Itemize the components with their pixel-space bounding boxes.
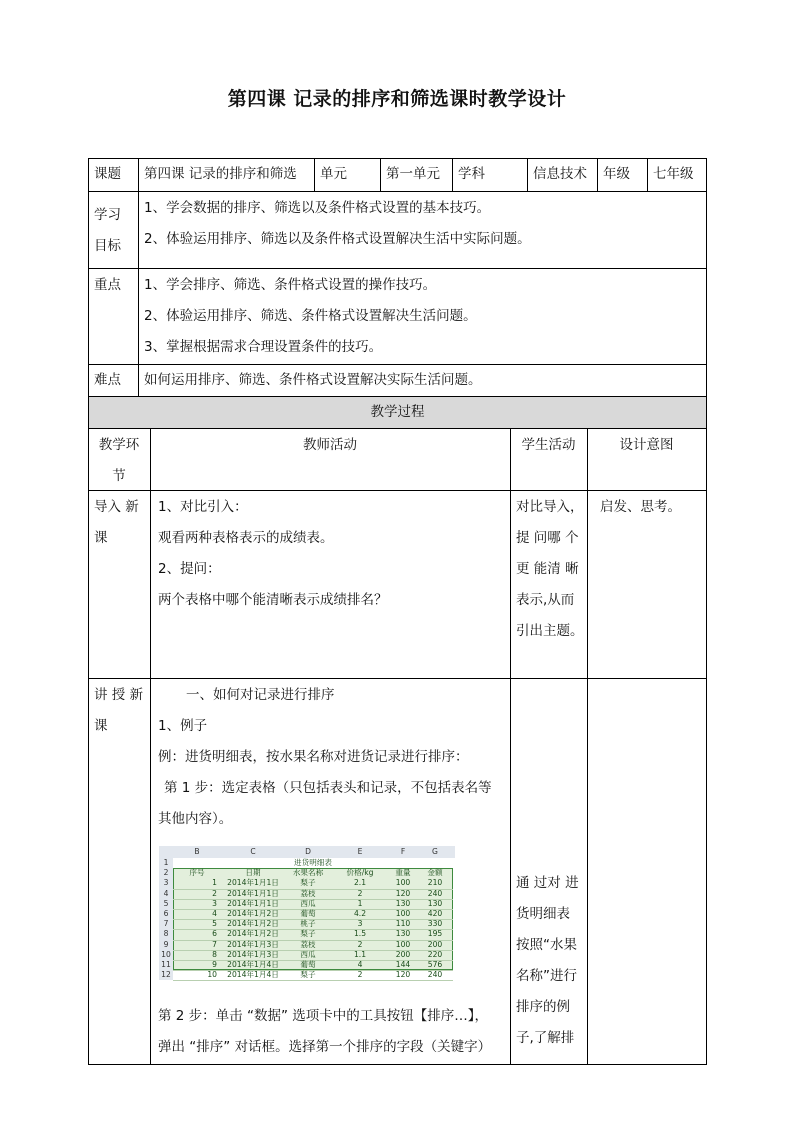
student-column-header: 学生活动 <box>521 437 576 453</box>
row-number: 1 <box>159 858 173 868</box>
spreadsheet-cell: 200 <box>395 949 411 959</box>
spreadsheet-header-cell: 价格/kg <box>346 868 374 878</box>
column-letter: E <box>357 847 363 856</box>
spreadsheet-gridline <box>173 980 453 981</box>
difficulty-label: 难点 <box>94 372 121 388</box>
teach-student-activity: 通 过对 进 货明细表 按照“水果 名称”进行 排序的例 子,了解排 <box>516 875 579 1046</box>
purchase-spreadsheet-image <box>159 846 455 988</box>
spreadsheet-cell: 2 <box>357 970 363 980</box>
row-number: 12 <box>159 970 173 980</box>
spreadsheet-cell: 130 <box>427 898 443 908</box>
unit-label: 单元 <box>320 166 347 182</box>
spreadsheet-cell: 梨子 <box>300 929 316 939</box>
spreadsheet-cell: 10 <box>207 970 217 980</box>
spreadsheet-cell: 西瓜 <box>300 898 316 908</box>
row-number: 11 <box>159 960 173 970</box>
teach-stage-label: 讲 授 新 课 <box>94 687 144 734</box>
spreadsheet-cell: 2014年1月2日 <box>227 909 279 918</box>
spreadsheet-cell: 9 <box>212 960 217 969</box>
spreadsheet-cell: 7 <box>212 939 217 949</box>
spreadsheet-cell: 100 <box>395 939 411 949</box>
spreadsheet-cell: 1.1 <box>353 949 367 959</box>
spreadsheet-cell: 2 <box>357 888 363 898</box>
stage-column-header: 教学环 节 <box>98 437 140 484</box>
spreadsheet-cell: 100 <box>395 878 411 888</box>
spreadsheet-cell: 2.1 <box>353 878 367 888</box>
spreadsheet-cell: 4 <box>212 909 217 918</box>
spreadsheet-cell: 葡萄 <box>300 909 316 918</box>
teacher-column-header: 教师活动 <box>303 437 357 453</box>
spreadsheet-cell: 2014年1月1日 <box>227 878 279 888</box>
process-header: 教学过程 <box>370 404 425 420</box>
column-letter: B <box>194 847 200 856</box>
difficulty-text: 如何运用排序、筛选、条件格式设置解决实际生活问题。 <box>144 372 482 388</box>
discipline-label: 学科 <box>458 166 485 182</box>
row-number: 10 <box>159 950 173 960</box>
spreadsheet-cell: 120 <box>395 888 411 898</box>
objective-item: 2、体验运用排序、筛选以及条件格式设置解决生活中实际问题。 <box>144 231 531 247</box>
spreadsheet-cell: 2014年1月1日 <box>227 888 279 898</box>
intro-design-intent: 启发、思考。 <box>600 499 681 515</box>
spreadsheet-header-cell: 日期 <box>245 868 261 878</box>
spreadsheet-cell: 3 <box>357 919 363 929</box>
spreadsheet-cell: 西瓜 <box>300 949 316 959</box>
discipline-value: 信息技术 <box>533 166 587 182</box>
spreadsheet-cell: 8 <box>212 949 217 959</box>
row-number: 3 <box>159 878 173 888</box>
intent-column-header: 设计意图 <box>619 437 674 453</box>
spreadsheet-cell: 2014年1月4日 <box>227 970 279 980</box>
grade-value: 七年级 <box>653 166 694 182</box>
spreadsheet-cell: 210 <box>427 878 443 888</box>
teach-teacher-activity: 一、如何对记录进行排序 1、例子 例：进货明细表，按水果名称对进货记录进行排序： 第 1 步：选定表格（只包括表头和记录，不包括表名等 其他内容）。 <box>158 687 492 827</box>
spreadsheet-cell: 4 <box>357 960 363 969</box>
objective-item: 1、学会数据的排序、筛选以及条件格式设置的基本技巧。 <box>144 200 491 216</box>
grade-label: 年级 <box>603 166 630 182</box>
row-number: 8 <box>159 929 173 939</box>
row-number: 2 <box>159 868 173 878</box>
spreadsheet-cell: 2 <box>212 888 217 898</box>
spreadsheet-cell: 荔枝 <box>300 939 316 949</box>
unit-value: 第一单元 <box>386 166 440 182</box>
row-number: 5 <box>159 899 173 909</box>
teach-teacher-activity-cont: 第 2 步：单击 “数据” 选项卡中的工具按钮【排序…】， 弹出 “排序” 对话框。选择第一个排序的字段（关键字） <box>158 1008 492 1055</box>
spreadsheet-cell: 420 <box>427 909 443 918</box>
spreadsheet-cell: 梨子 <box>300 970 316 980</box>
objectives-list <box>144 193 531 255</box>
row-number: 9 <box>159 940 173 950</box>
spreadsheet-header-cell: 重量 <box>395 868 411 878</box>
spreadsheet-cell: 1.5 <box>353 929 367 939</box>
spreadsheet-cell: 葡萄 <box>300 960 316 969</box>
intro-teacher-activity: 1、对比引入： 观看两种表格表示的成绩表。 2、提问： 两个表格中哪个能清晰表示成绩排名？ <box>158 499 388 608</box>
spreadsheet-cell: 220 <box>427 949 443 959</box>
spreadsheet-header-cell: 金额 <box>427 868 443 878</box>
spreadsheet-cell: 240 <box>427 888 443 898</box>
spreadsheet-cell: 2014年1月3日 <box>227 949 279 959</box>
spreadsheet-cell: 2014年1月4日 <box>227 960 279 969</box>
column-letter: G <box>432 847 438 856</box>
spreadsheet-cell: 200 <box>427 939 443 949</box>
subject-value: 第四课 记录的排序和筛选 <box>144 166 297 182</box>
row-number: 7 <box>159 919 173 929</box>
page-title: 第四课 记录的排序和筛选课时教学设计 <box>227 88 567 110</box>
spreadsheet-cell: 120 <box>395 970 411 980</box>
spreadsheet-cell: 梨子 <box>300 878 316 888</box>
spreadsheet-cell: 1 <box>357 898 363 908</box>
subject-label: 课题 <box>94 166 121 182</box>
spreadsheet-title: 进货明细表 <box>294 858 332 867</box>
row-number: 6 <box>159 909 173 919</box>
objectives-label: 学习 目标 <box>94 207 121 254</box>
spreadsheet-cell: 2014年1月2日 <box>227 929 279 939</box>
key-points-list <box>144 270 477 363</box>
spreadsheet-cell: 100 <box>395 909 411 918</box>
spreadsheet-header-cell: 序号 <box>189 868 205 878</box>
spreadsheet-cell: 6 <box>212 929 217 939</box>
spreadsheet-cell: 110 <box>395 919 411 929</box>
key-point-item: 1、学会排序、筛选、条件格式设置的操作技巧。 <box>144 277 437 293</box>
key-point-item: 3、掌握根据需求合理设置条件的技巧。 <box>144 339 383 355</box>
key-points-label: 重点 <box>94 277 121 293</box>
spreadsheet-cell: 130 <box>395 898 411 908</box>
spreadsheet-cell: 576 <box>427 960 443 969</box>
spreadsheet-header-cell: 水果名称 <box>292 868 324 878</box>
column-letter: D <box>305 847 311 856</box>
spreadsheet-cell: 5 <box>212 919 217 929</box>
spreadsheet-cell: 桃子 <box>300 919 316 929</box>
spreadsheet-cell: 195 <box>427 929 443 939</box>
spreadsheet-cell: 1 <box>212 878 217 888</box>
spreadsheet-cell: 130 <box>395 929 411 939</box>
spreadsheet-cell: 4.2 <box>353 909 367 918</box>
row-number: 4 <box>159 889 173 899</box>
key-point-item: 2、体验运用排序、筛选、条件格式设置解决生活问题。 <box>144 308 477 324</box>
spreadsheet-cell: 2014年1月2日 <box>227 919 279 929</box>
spreadsheet-cell: 3 <box>212 898 217 908</box>
spreadsheet-cell: 荔枝 <box>300 888 316 898</box>
spreadsheet-cell: 144 <box>395 960 411 969</box>
spreadsheet-cell: 330 <box>427 919 443 929</box>
spreadsheet-cell: 2 <box>357 939 363 949</box>
column-letter: C <box>250 847 256 856</box>
spreadsheet-cell: 2014年1月1日 <box>227 898 279 908</box>
intro-stage-label: 导入 新 课 <box>94 499 139 546</box>
column-letter: F <box>400 847 406 856</box>
spreadsheet-cell: 240 <box>427 970 443 980</box>
intro-student-activity: 对比导入， 提 问哪 个 更 能清 晰 表示,从而 引出主题。 <box>516 499 584 639</box>
spreadsheet-cell: 2014年1月3日 <box>227 939 279 949</box>
